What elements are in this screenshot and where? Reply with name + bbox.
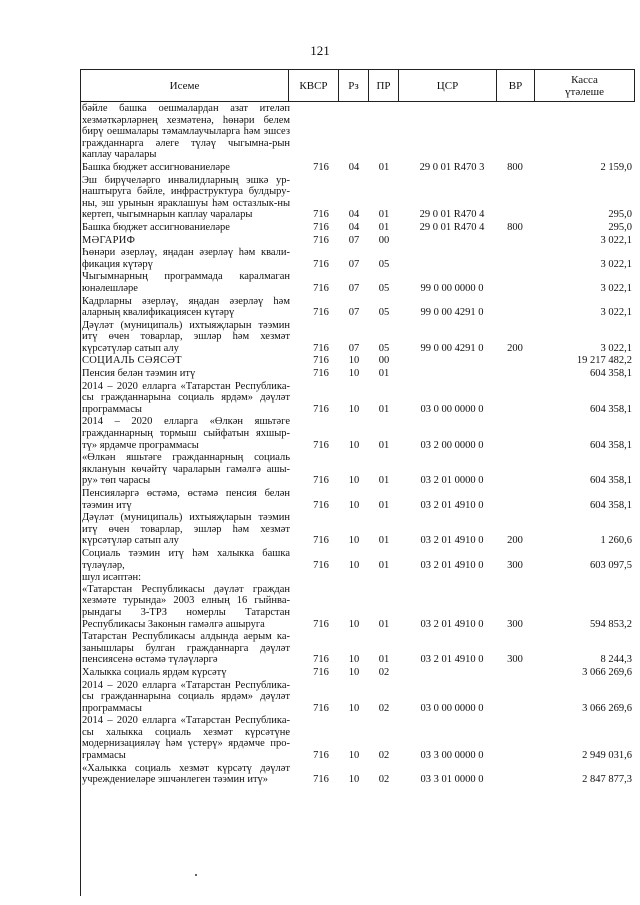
table-body bbox=[0, 103, 640, 787]
table-row bbox=[0, 296, 640, 319]
row-kvsr: 716 bbox=[313, 475, 329, 487]
row-pr: 01 bbox=[378, 559, 390, 571]
row-sum: 603 097,5 bbox=[590, 559, 632, 571]
row-pr: 05 bbox=[378, 258, 390, 270]
row-sum: 3 066 269,6 bbox=[582, 666, 632, 678]
row-pr: 05 bbox=[378, 307, 390, 319]
row-sum: 604 358,1 bbox=[590, 439, 632, 451]
row-kvsr: 716 bbox=[313, 702, 329, 714]
row-kvsr: 716 bbox=[313, 559, 329, 571]
row-csr: 03 2 01 4910 0 bbox=[420, 618, 484, 630]
row-kvsr: 716 bbox=[313, 750, 329, 762]
table-row bbox=[0, 572, 640, 630]
row-rz: 10 bbox=[348, 666, 360, 678]
row-vr: 800 bbox=[507, 221, 523, 233]
row-pr: 05 bbox=[378, 282, 390, 294]
row-name: бәйле башка оешмалардан азат ителәп хезмәткәрләрнең хезмәтенә, һөнәри белем бирү оешмалары тәмамлаучыларга һәм эшсез гражданнарга әлеге түләү чыгымна-рын каплау чаралары bbox=[82, 103, 290, 161]
row-csr: 03 2 01 4910 0 bbox=[420, 499, 484, 511]
row-sum: 604 358,1 bbox=[590, 403, 632, 415]
row-name: Дәүләт (муниципаль) ихтыяҗларын тәэмин итү өчен товарлар, эшләр һәм хезмәт күрсәтүләр сатып алу bbox=[82, 512, 290, 547]
row-kvsr: 716 bbox=[313, 234, 329, 246]
row-sum: 604 358,1 bbox=[590, 499, 632, 511]
row-sum: 3 022,1 bbox=[600, 258, 632, 270]
row-csr: 03 3 00 0000 0 bbox=[420, 750, 484, 762]
row-kvsr: 716 bbox=[313, 618, 329, 630]
row-pr: 01 bbox=[378, 403, 390, 415]
row-csr: 03 0 00 0000 0 bbox=[420, 403, 484, 415]
table-row bbox=[0, 680, 640, 715]
row-sum: 295,0 bbox=[608, 221, 632, 233]
row-rz: 07 bbox=[348, 342, 360, 354]
row-sum: 8 244,3 bbox=[600, 654, 632, 666]
row-sum: 3 066 269,6 bbox=[582, 702, 632, 714]
table-row bbox=[0, 162, 640, 174]
row-rz: 10 bbox=[348, 559, 360, 571]
row-rz: 07 bbox=[348, 258, 360, 270]
row-rz: 10 bbox=[348, 535, 360, 547]
row-kvsr: 716 bbox=[313, 403, 329, 415]
row-pr: 01 bbox=[378, 499, 390, 511]
row-name: Эш бирүчеләрго инвалидларның эшкә ур-наштыруга бәйле, инфраструктура булдыру-ны, эш урынын яраклашуы һәм остазлык-ны кертеп, чыгымнарын каплау чаралары bbox=[82, 174, 290, 221]
row-pr: 01 bbox=[378, 618, 390, 630]
table-row bbox=[0, 103, 640, 161]
row-sum: 3 022,1 bbox=[600, 307, 632, 319]
row-name: «Халыкка социаль хезмәт күрсәтү дәүләт учреждениеләре эшчәнлеген тәэмин итү» bbox=[82, 762, 290, 786]
row-csr: 99 0 00 4291 0 bbox=[420, 342, 484, 354]
row-rz: 04 bbox=[348, 161, 360, 173]
row-sum: 604 358,1 bbox=[590, 368, 632, 380]
row-kvsr: 716 bbox=[313, 355, 329, 367]
row-rz: 10 bbox=[348, 750, 360, 762]
row-sum: 19 217 482,2 bbox=[576, 355, 632, 367]
row-sum: 3 022,1 bbox=[600, 282, 632, 294]
row-name: Пенсияләргә өстәмә, өстәмә пенсия белән тәэмин итү bbox=[82, 488, 290, 511]
row-rz: 04 bbox=[348, 209, 360, 221]
row-rz: 04 bbox=[348, 221, 360, 233]
row-rz: 10 bbox=[348, 475, 360, 487]
row-name: Чыгымнарның программада каралмаган юнәлешләре bbox=[82, 271, 290, 294]
page-number: 121 bbox=[310, 43, 330, 58]
row-csr: 03 3 01 0000 0 bbox=[420, 774, 484, 786]
header-rz: Рз bbox=[339, 70, 369, 101]
row-sum: 604 358,1 bbox=[590, 475, 632, 487]
table-row bbox=[0, 381, 640, 416]
row-name: Халыкка социаль ярдәм күрсәтү bbox=[82, 666, 227, 678]
row-name: «Өлкән яшьтәге гражданнарның социаль яклануын көчәйтү чараларын гамәлгә ашы-ру» төп чарасы bbox=[82, 452, 290, 487]
row-vr: 300 bbox=[507, 559, 523, 571]
header-name: Исеме bbox=[81, 70, 289, 101]
row-pr: 02 bbox=[378, 702, 390, 714]
row-kvsr: 716 bbox=[313, 307, 329, 319]
row-rz: 10 bbox=[348, 774, 360, 786]
row-name: Башка бюджет ассигнованиеләре bbox=[82, 161, 230, 173]
row-kvsr: 716 bbox=[313, 499, 329, 511]
row-pr: 01 bbox=[378, 475, 390, 487]
row-sum: 1 260,6 bbox=[600, 535, 632, 547]
row-rz: 07 bbox=[348, 282, 360, 294]
row-kvsr: 716 bbox=[313, 774, 329, 786]
row-csr: 29 0 01 R470 4 bbox=[419, 209, 485, 221]
row-sum: 2 847 877,3 bbox=[582, 774, 632, 786]
row-rz: 10 bbox=[348, 439, 360, 451]
table-row bbox=[0, 368, 640, 380]
table-row bbox=[0, 452, 640, 487]
row-name: МӘГАРИФ bbox=[82, 234, 136, 246]
row-pr: 01 bbox=[378, 439, 390, 451]
row-rz: 10 bbox=[348, 499, 360, 511]
row-name: 2014 – 2020 елларга «Өлкән яшьтәге гражданнарның тормыш сыйфатын яхшыр-тү» ярдәмче программасы bbox=[82, 416, 290, 451]
table-row bbox=[0, 416, 640, 451]
row-pr: 01 bbox=[378, 161, 390, 173]
row-kvsr: 716 bbox=[313, 535, 329, 547]
row-pr: 02 bbox=[378, 666, 390, 678]
row-pr: 02 bbox=[378, 774, 390, 786]
row-kvsr: 716 bbox=[313, 368, 329, 380]
table-header bbox=[80, 69, 635, 102]
row-pr: 01 bbox=[378, 209, 390, 221]
row-name: Дәүләт (муниципаль) ихтыяҗларын тәэмин итү өчен товарлар, эшләр һәм хезмәт күрсәтүләр сатып алу bbox=[82, 319, 290, 354]
header-sum: Касса үтәлеше bbox=[565, 73, 604, 98]
row-sum: 3 022,1 bbox=[600, 234, 632, 246]
table-row bbox=[0, 271, 640, 294]
row-pr: 01 bbox=[378, 368, 390, 380]
row-kvsr: 716 bbox=[313, 209, 329, 221]
row-rz: 10 bbox=[348, 355, 360, 367]
row-sum: 295,0 bbox=[608, 209, 632, 221]
row-pr: 01 bbox=[378, 221, 390, 233]
row-name: Кадрларны әзерләү, яңадан әзерләү һәм аларның квалификациясен күтәрү bbox=[82, 295, 290, 319]
row-csr: 03 2 01 4910 0 bbox=[420, 559, 484, 571]
row-vr: 300 bbox=[507, 618, 523, 630]
row-kvsr: 716 bbox=[313, 258, 329, 270]
row-sum: 3 022,1 bbox=[600, 342, 632, 354]
row-name: шул исәптән: «Татарстан Республикасы дәүләт граждан хезмәте турында» 2003 елның 16 гыйнва-рындагы 3-ТРЗ номерлы Татарстан Республикасы Законын гамәлгә ашыруга bbox=[82, 572, 290, 630]
row-vr: 200 bbox=[507, 535, 523, 547]
row-csr: 99 0 00 4291 0 bbox=[420, 307, 484, 319]
row-kvsr: 716 bbox=[313, 342, 329, 354]
table-row bbox=[0, 631, 640, 666]
row-csr: 29 0 01 R470 3 bbox=[419, 161, 485, 173]
row-pr: 01 bbox=[378, 535, 390, 547]
row-sum: 2 159,0 bbox=[600, 161, 632, 173]
header-kvsr: КВСР bbox=[289, 70, 339, 101]
row-name: Социаль тәэмин итү һәм халыкка башка түләүләр, bbox=[82, 547, 290, 571]
table-row bbox=[0, 763, 640, 786]
row-kvsr: 716 bbox=[313, 282, 329, 294]
row-name: Пенсия белән тәэмин итү bbox=[82, 368, 196, 380]
row-name: Башка бюджет ассигнованиеләре bbox=[82, 221, 230, 233]
row-name: Татарстан Республикасы алдында аерым ка-занышлары булган гражданнарга дәүләт пенсиясенә өстәмә түләүләргә bbox=[82, 631, 290, 666]
row-kvsr: 716 bbox=[313, 221, 329, 233]
row-name: 2014 – 2020 елларга «Татарстан Республика-сы гражданнарына социаль ярдәм» дәүләт программасы bbox=[82, 679, 290, 714]
row-name: СОЦИАЛЬ СӘЯСӘТ bbox=[82, 355, 182, 367]
table-row bbox=[0, 355, 640, 367]
table-row bbox=[0, 667, 640, 679]
row-kvsr: 716 bbox=[313, 161, 329, 173]
row-name: Һөнәри әзерләү, яңадан әзерләү һәм квали-фикация күтәрү bbox=[82, 247, 290, 270]
row-csr: 99 0 00 0000 0 bbox=[420, 282, 484, 294]
table-row bbox=[0, 247, 640, 270]
row-vr: 200 bbox=[507, 342, 523, 354]
header-csr: ЦСР bbox=[399, 70, 497, 101]
row-sum: 594 853,2 bbox=[590, 618, 632, 630]
row-rz: 07 bbox=[348, 234, 360, 246]
table-row bbox=[0, 512, 640, 547]
row-pr: 05 bbox=[378, 342, 390, 354]
row-rz: 07 bbox=[348, 307, 360, 319]
row-rz: 10 bbox=[348, 368, 360, 380]
header-pr: ПР bbox=[369, 70, 399, 101]
row-kvsr: 716 bbox=[313, 666, 329, 678]
row-pr: 00 bbox=[378, 234, 390, 246]
scan-speck bbox=[195, 874, 197, 876]
row-vr: 800 bbox=[507, 161, 523, 173]
table-row bbox=[0, 175, 640, 221]
table-row bbox=[0, 715, 640, 761]
row-kvsr: 716 bbox=[313, 439, 329, 451]
row-kvsr: 716 bbox=[313, 654, 329, 666]
table-row bbox=[0, 235, 640, 247]
row-csr: 03 2 01 4910 0 bbox=[420, 654, 484, 666]
table-row bbox=[0, 320, 640, 355]
row-rz: 10 bbox=[348, 618, 360, 630]
row-pr: 01 bbox=[378, 654, 390, 666]
row-name: 2014 – 2020 елларга «Татарстан Республика-сы гражданнарына социаль ярдәм» дәүләт программасы bbox=[82, 380, 290, 415]
row-pr: 00 bbox=[378, 355, 390, 367]
row-csr: 03 2 01 0000 0 bbox=[420, 475, 484, 487]
row-name: 2014 – 2020 елларга «Татарстан Республика-сы халыкка социаль хезмәт күрсәтүне модернизацияләү һәм үстерү» ярдәмче про-граммасы bbox=[82, 715, 290, 762]
table-row bbox=[0, 548, 640, 571]
table-row bbox=[0, 222, 640, 234]
row-vr: 300 bbox=[507, 654, 523, 666]
table-row bbox=[0, 488, 640, 511]
row-rz: 10 bbox=[348, 654, 360, 666]
header-vr: ВР bbox=[497, 70, 535, 101]
row-rz: 10 bbox=[348, 702, 360, 714]
row-sum: 2 949 031,6 bbox=[582, 750, 632, 762]
row-csr: 03 2 01 4910 0 bbox=[420, 535, 484, 547]
row-pr: 02 bbox=[378, 750, 390, 762]
row-csr: 03 2 00 0000 0 bbox=[420, 439, 484, 451]
row-csr: 29 0 01 R470 4 bbox=[419, 221, 485, 233]
row-csr: 03 0 00 0000 0 bbox=[420, 702, 484, 714]
row-rz: 10 bbox=[348, 403, 360, 415]
